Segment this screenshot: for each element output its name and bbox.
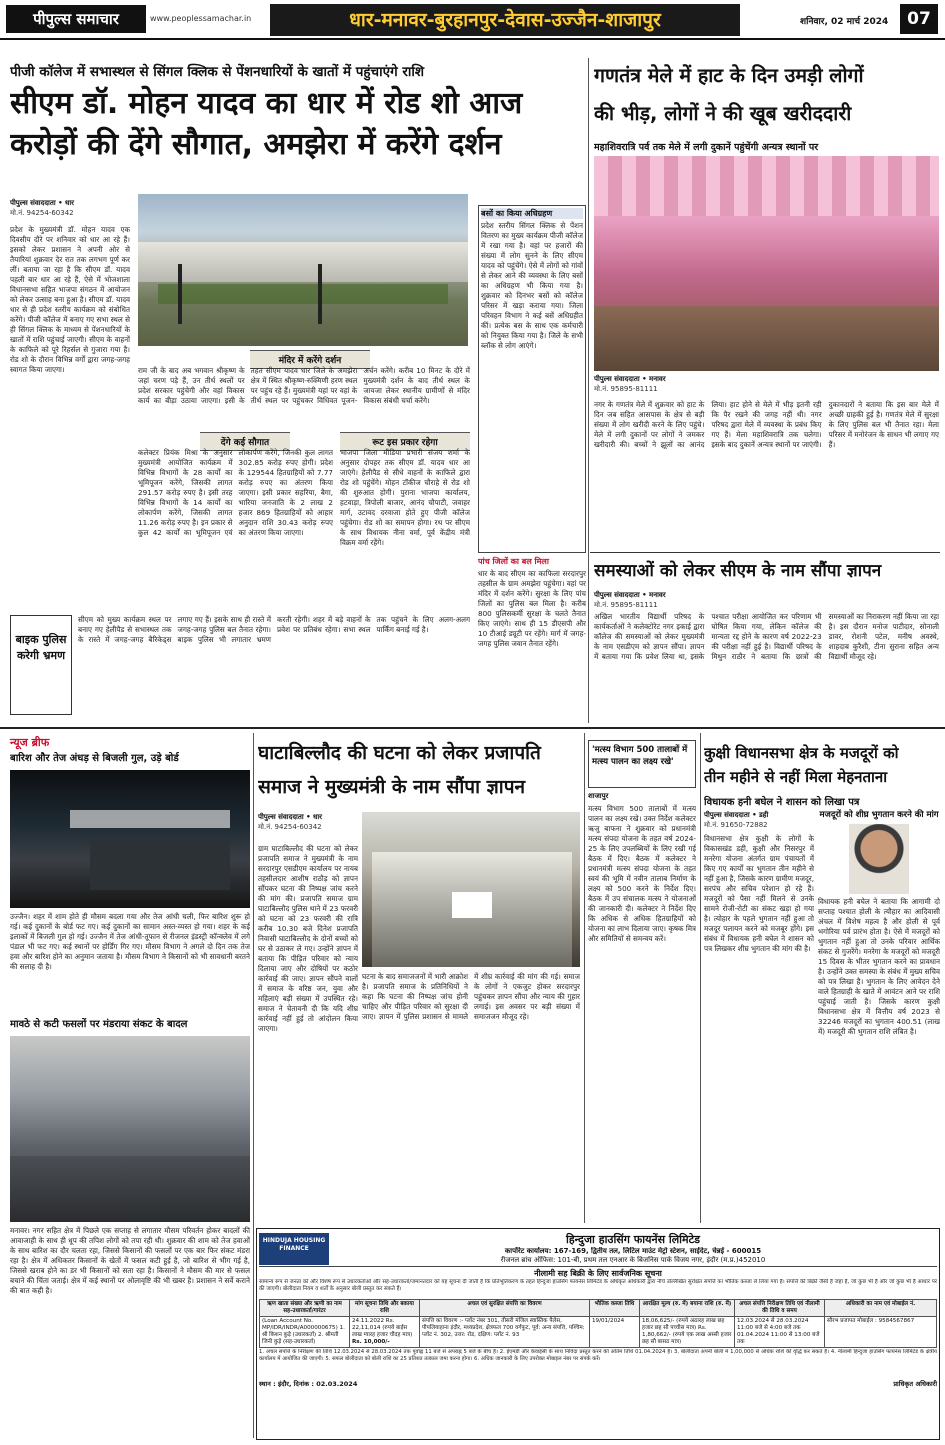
brief-text: उज्जैन। शहर में शाम होते ही मौसम बदला गया और तेज आंधी चली, फिर बारिश शुरू हो गई। कई दुकानों के बोर्ड फट गए। कई दुकानों का सामान अस्त-व्यस्त हो गया। शहर के कई इलाकों में बिजली गुल हो गई। उज्जैन में तेज आंधी-तूफान से रीजनल इंडस्ट्री कॉन्क्लेव में लगे पंडाल भी फट गए। कई स्थानों पर होर्डिंग गिर गए। मौसम विभाग ने अगले दो दिन तक तेज हवा और बारिश होने का अनुमान जताया है। मौसम विभाग ने किसानों को भी सावधानी बरतने की सलाह दी है।	[10, 912, 250, 971]
gifts-title: देंगे कई सौगात	[200, 432, 290, 451]
notice-col-3: भौतिक कब्जा तिथि	[590, 1300, 640, 1317]
hinduja-logo: HINDUJA HOUSING FINANCE	[259, 1233, 329, 1265]
jnapan-text: अखिल भारतीय विद्यार्थी परिषद के कार्यकर्ताओं ने कलेक्टोरेट नगर इकाई द्वारा कॉलेज की समस्याओं को लेकर मुख्यमंत्री के नाम एसडीएम को ज्ञापन सौंपा। ज्ञापन में बताया गया कि प्रवेश लिया था, इसके पश्चात परीक्षा आयोजित कर परिणाम भी घोषित किया गया, लेकिन कॉलेज की मान्यता रद्द होने के कारण वर्ष 2022-23 की परीक्षा नहीं हुई है। विद्यार्थी परिषद के मिथुन राठौर ने बताया कि छात्रों की समस्याओं का निराकरण नहीं किया जा रहा है। इस दौरान मनोज पाटीदार, सोनाली डावर, रोशनी पटेल, मनीष अवस्थे, शाहदाब कुरैशी, टीना सुराना सहित अन्य विद्यार्थी मौजूद रहे।	[594, 612, 939, 661]
jnapan-headline: समस्याओं को लेकर सीएम के नाम सौंपा ज्ञापन	[594, 561, 882, 581]
lead-box-text: प्रदेश स्तरीय सिंगल क्लिक से पेंशन वितरण का मुख्य कार्यक्रम पीजी कॉलेज में रखा गया है। वहां पर हजारों की संख्या में लोग सुनने के लिए सीएम यादव को पहुंचेंगे। ऐसे में लोगों को गांवों से लेकर आने की व्यवस्था के लिए बसों का अधिग्रहण भी किया गया है। शुक्रवार को दिनभर बसों को कॉलेज परिसर में खड़ा कराया गया। जिला परिवहन विभाग ने कई बसें अधिग्रहीत कीं। प्रत्येक बस के साथ एक कर्मचारी को नियुक्त किया गया है। जिले के सभी ब्लॉक से लोग आएंगे।	[481, 221, 583, 350]
notice-company: हिन्दुजा हाउसिंग फायनेंस लिमिटेड	[565, 1233, 701, 1246]
panch-text: धार के बाद सीएम का काफिला सरदारपुर तहसील के ग्राम अमझेरा पहुंचेगा। वहां पर मंदिर में दर्शन करेंगे। सुरक्षा के लिए पांच जिलों का पुलिस बल मिला है। करीब 800 पुलिसकर्मी सुरक्षा के चलते तैनात किए जाएंगे। साथ ही 15 डीएसपी और 10 टीआई ड्यूटी पर रहेंगे। मार्ग में जगह-जगह पुलिस जवान तैनात रहेंगे।	[478, 569, 586, 648]
masthead	[0, 0, 945, 40]
mela-text: नगर के गणतंत्र मेले में शुक्रवार को हाट के दिन जब सहित आसपास के क्षेत्र से बड़ी संख्या में लोग खरीदी करने के लिए पहुंचे। मेले में लगी दुकानों पर लोगों ने जमकर खरीदारी की। बच्चों ने झूलों का आनंद लिया। हाट होने से मेले में भीड़ इतनी रही कि पैर रखने की जगह नहीं थी। नगर परिषद द्वारा मेले में व्यवस्था के प्रबंध किए गए हैं। मेला महाशिवरात्रि तक चलेगा। इसके बाद दुकानें अन्यत्र स्थानों पर जाएंगी। दुकानदारों ने बताया कि इस बार मेले में अच्छी ग्राहकी हुई है। गणतंत्र मेले में सुरक्षा के लिए पुलिस बल भी तैनात रहा। मेला परिसर में मनोरंजन के साधन भी लगाए गए हैं।	[594, 400, 939, 449]
ghata-text: ग्राम घाटाबिल्लौद की घटना को लेकर प्रजापति समाज ने मुख्यमंत्री के नाम सरदारपुर एसडीएम कार्यालय पर नायब तहसीलदार आशीष राठौड़ को ज्ञापन सौंपकर घटना की निष्पक्ष जांच करने की मांग की। प्रजापति समाज ग्राम घाटाबिल्लौद पुलिस थाने में 23 फरवरी को घटना को 23 फरवरी की रात्रि करीब 10.30 बजे दिनेश प्रजापति निवासी घाटाबिल्लौद के दोनों बच्चों को घर से उठाकर ले गए। उन्होंने ज्ञापन में बताया कि पीड़ित परिवार को न्याय दिलाया जाए और दोषियों पर कठोर कार्रवाई की जाए। ज्ञापन सौंपने वालों में समाज के वरिष्ठ जन, युवा और महिलाएं बड़ी संख्या में उपस्थित रहे। समाज ने चेतावनी दी कि यदि शीघ्र कार्रवाई नहीं हुई तो आंदोलन किया जाएगा।	[258, 844, 358, 1033]
notice-title: नीलामी सह बिक्री के लिए सार्वजनिक सूचना	[534, 1269, 662, 1278]
notice-demand-cell: 24.11.2022 Rs. 22,11,014 (रुपये बाईस लाख ग्यारह हजार चौदह मात्र) Rs. 10,000/-	[350, 1317, 420, 1348]
lead-headline-2: करोड़ों की देंगे सौगात, अमझेरा में करेंगे दर्शन	[10, 127, 502, 162]
notice-col-4: आरक्षित मूल्य (रु. में) बयाना राशि (रु. में)	[640, 1300, 735, 1317]
lead-headline-1: सीएम डॉ. मोहन यादव का धार में रोड शो आज	[10, 86, 523, 121]
lead-box-title: बसों का किया अधिग्रहण	[481, 208, 583, 219]
notice-inspection-cell: 12.03.2024 से 28.03.2024 11:00 बजे से 4:00 बजे तक 01.04.2024 11:00 से 13:00 बजे तक	[735, 1317, 825, 1348]
ghata-photo	[362, 812, 580, 967]
brief-photo-storm	[10, 770, 250, 908]
ghata-headline-2: समाज ने मुख्यमंत्री के नाम सौंपा ज्ञापन	[258, 776, 526, 798]
route-title: रूट इस प्रकार रहेगा	[340, 432, 470, 451]
kukshi-phone: मो.नं. 91650-72882	[704, 821, 768, 829]
notice-loan-cell: (Loan Account No. MP/IDR/INDR/A000000675) 1. श्री किशन कुड़े (उधारकर्ता) 2. श्रीमती जिनी कुड़े (सह-उधारकर्ता)	[260, 1317, 350, 1348]
temple-title: मंदिर में करेंगे दर्शन	[250, 350, 370, 369]
notice-corp-office: कार्पोरेट कार्यालय: 167-169, द्वितीय तल, लिटिल माउंट मेट्रो स्टेशन, साईदेट, चेन्नई - 600015	[504, 1247, 762, 1255]
page-number: 07	[900, 4, 938, 34]
kukshi-byline: पीपुल्स संवाददाता • डही	[704, 811, 769, 819]
lead-phone: मो.नं. 94254-60342	[10, 209, 74, 217]
notice-place-date: स्थान : इंदौर, दिनांक : 02.03.2024	[259, 1380, 358, 1388]
notice-possession-cell: 19/01/2024	[590, 1317, 640, 1348]
kukshi-headline-1: कुक्षी विधानसभा क्षेत्र के मजदूरों को	[704, 744, 899, 762]
issue-date: शनिवार, 02 मार्च 2024	[800, 17, 889, 27]
lead-column-1: प्रदेश के मुख्यमंत्री डॉ. मोहन यादव एक दिवसीय दौरे पर शनिवार को धार आ रहे हैं। इसको लेकर प्रशासन ने अपनी ओर से तैयारियां शुक्रवार देर रात तक लगभग पूर्ण कर लीं। बताया जा रहा है कि सीएम डॉ. यादव पहली बार धार आ रहे हैं, ऐसे में भोजशाला विधानसभा सहित भाजपा संगठन में आयोजन को लेकर उत्साह बना हुआ है। सीएम डॉ. यादव धार से ही प्रदेश स्तरीय कार्यक्रम को संबोधित करेंगे। पीजी कॉलेज में बनाए गए सभा स्थल से ही सिंगल क्लिक के माध्यम से पेंशनधारियों के खातों में राशि पहुंचाई जाएगी। सीएम के वाहनों के काफिले को पूरे रिहर्सल से गुजारा गया है। रोड शो के दौरान विभिन्न वर्गों द्वारा जगह-जगह स्वागत किया जाएगा।	[10, 225, 130, 374]
bike-police-box: बाइक पुलिस करेगी भ्रमण	[10, 615, 72, 715]
masthead-logo: पीपुल्स समाचार	[6, 5, 146, 33]
mela-headline-2: की भीड़, लोगों ने की खूब खरीददारी	[594, 102, 852, 125]
jnapan-phone: मो.नं. 95895-81111	[594, 601, 658, 609]
site-url[interactable]: www.peoplessamachar.in	[150, 14, 252, 23]
kukshi-text: विधानसभा क्षेत्र कुक्षी के लोगों के विकासखंड डही, कुक्षी और निसरपुर में मनरेगा योजना अंतर्गत ग्राम पंचायतों में किए गए कार्यों का भुगतान तीन महीने से नहीं हुआ है, जिसके कारण ग्रामीण मजदूर, सरपंच और सचिव परेशान हो रहे हैं। मजदूरों को पैसा नहीं मिलने से उनके सामने रोजी-रोटी का संकट खड़ा हो गया है। त्योहार के पहले भुगतान नहीं हुआ तो मजदूर पलायन करने को मजबूर होंगे। इस संबंध में विधायक हनी बघेल ने शासन को पत्र लिखकर शीघ्र भुगतान की मांग की है।	[704, 834, 814, 953]
lead-box-buses	[478, 205, 586, 553]
news-brief-label: न्यूज ब्रीफ	[10, 736, 50, 749]
kukshi-box	[818, 810, 940, 1224]
kukshi-mla-photo	[849, 824, 909, 894]
notice-officer-cell: सौरभ प्रजापत मोबाईल : 9584567867	[825, 1317, 937, 1348]
jnapan-byline: पीपुल्स संवाददाता • मनावर	[594, 591, 666, 599]
ghata-phone: मो.नं. 94254-60342	[258, 823, 322, 831]
bike-police-text: सीएम को मुख्य कार्यक्रम स्थल पर बनाए गए हेलीपैड से सभास्थल तक के रास्ते में जगह-जगह बैरिकेड्स लगाए गए हैं। इसके साथ ही रास्ते में जगह-जगह पुलिस बल तैनात रहेगा। बाइक पुलिस भी लगातार भ्रमण करती रहेगी। शहर में बड़े वाहनों के प्रवेश पर प्रतिबंध रहेगा। सभा स्थल तक पहुंचने के लिए अलग-अलग पार्किंग बनाई गई है।	[78, 615, 470, 644]
kukshi-box-title: मजदूरों को शीघ्र भुगतान करने की मांग	[819, 810, 939, 820]
mela-headline-1: गणतंत्र मेले में हाट के दिन उमड़ी लोगों	[594, 64, 864, 87]
edition-banner: धार-मनावर-बुरहानपुर-देवास-उज्जैन-शाजापुर	[270, 4, 740, 36]
brief-title: बारिश और तेज अंधड़ से बिजली गुल, उड़े बोर्ड	[10, 753, 179, 764]
notice-col-1: मांग सूचना तिथि और बकाया राशि	[350, 1300, 420, 1317]
panch-box	[478, 556, 586, 724]
mela-phone: मो.नं. 95895-81111	[594, 385, 658, 393]
notice-col-2: अचल एवं सुरक्षित संपत्ति का विवरण	[420, 1300, 590, 1317]
notice-col-0: ऋण खाता संख्या और ऋणी का नाम सह-उधारकर्ता/गारंटर	[260, 1300, 350, 1317]
brief-photo-rain	[10, 1036, 250, 1222]
notice-col-5: अचल संपत्ति निरीक्षण तिथि एवं नीलामी की तिथि व समय	[735, 1300, 825, 1317]
kukshi-headline-2: तीन महीने से नहीं मिला मेहनताना	[704, 768, 888, 786]
lead-kicker: पीजी कॉलेज में सभास्थल से सिंगल क्लिक से पेंशनधारियों के खातों में पहुंचाएंगे राशि	[10, 64, 425, 80]
notice-col-6: अधिकारी का नाम एवं मोबाईल नं.	[825, 1300, 937, 1317]
mela-photo	[594, 156, 939, 371]
notice-regional-office: रीजनल ब्रांच ऑफिस: 101-बी, प्रथम तल एनआर के बिजनिस पार्क विजय नगर, इंदौर (म.प्र.)452010	[500, 1256, 766, 1264]
ghata-headline-1: घाटाबिल्लौद की घटना को लेकर प्रजापति	[258, 742, 541, 764]
brief-title-2: मावठे से कटी फसलों पर मंडराया संकट के बादल	[10, 1019, 188, 1030]
panch-title: पांच जिलों का बल मिला	[478, 557, 549, 566]
notice-terms: 1. अचल संपत्ति के निरीक्षण की तिथि 12.03.2024 से 28.03.2024 तक पूर्वाह्न 11 बजे से अपराह्न 5 बजे के बीच है। 2. ईएमडी और केवाईसी के साथ निविदा प्रस्तुत करने की अंतिम तिथि 01.04.2024 है। 3. बोलीदाता अपनी बोली में 1,00,000 से अधिक राशि की वृद्धि कर सकते हैं। 4. नीलामी हिन्दुजा हाउसिंग फायनेंस लिमिटेड के क्षेत्रीय कार्यालय में आयोजित की जाएगी। 5. सफल बोलीदाता को बोली राशि का 25 प्रतिशत तत्काल जमा करना होगा। 6. अधिक जानकारी के लिए उपरोक्त मोबाइल नंबर पर संपर्क करें।	[259, 1349, 937, 1362]
ghata-byline: पीपुल्स संवाददाता • धार	[258, 813, 322, 821]
notice-intro: सामान्य रूप से जनता को और विशेष रूप से उधारकर्ताओं और सह-उधारकर्ता/जमानतदार को यह सूचना दी जाती है कि प्रतिभूतिकरण के तहत हिन्दुजा हाउसिंग फायनेंस लिमिटेड के अधिकृत अधिकारी द्वारा नीचे उल्लिखित सुरक्षित संपत्ति का भौतिक कब्जा ले लिया गया है। संपत्ति की बिक्री जैसी है जहां है, जो कुछ भी है और जो कुछ भी है आधार पर की जाएगी। बोलीदाता नियम व शर्तों के अनुसार बोली प्रस्तुत कर सकते हैं।	[259, 1279, 937, 1292]
kukshi-box-text: विधायक हनी बघेल ने बताया कि आगामी दो सप्ताह पश्चात होली के त्यौहार का आदिवासी अंचल में विशेष महत्व है और होली से पूर्व भगोरिया पर्व प्रारंभ होता है। ऐसे में मजदूरों को भुगतान नहीं हुआ तो उनके परिवार आर्थिक संकट से गुजरेंगे। मनरेगा के मजदूरों को मजदूरी 15 दिवस के भीतर भुगतान करने का प्रावधान है। उन्होंने उक्त समस्या के संबंध में मुख्य सचिव को पत्र लिखा है। भुगतान के लिए आवेदन देने वाले हितग्राही के खाते में आवंटन आने पर राशि पहुंचाई जाती है। जिसके कारण कुक्षी विधानसभा क्षेत्र में वित्तीय वर्ष 2023 से 32246 मजदूरों का भुगतान 400.51 (लाख में) मजदूरी की भुगतान राशि लंबित है।	[818, 897, 940, 1036]
matsya-place: शाजापुर	[588, 792, 609, 800]
matsya-text: मत्स्य विभाग 500 तालाबों में मत्स्य पालन का लक्ष्य रखे। उक्त निर्देश कलेक्टर ऋजु बाफना ने शुक्रवार को प्रधानमंत्री मत्स्य संपदा योजना के तहत वर्ष 2024-25 के लिए उपलब्धियों के लिए रखी गई बैठक में दिए। बैठक में कलेक्टर ने प्रधानमंत्री मत्स्य संपदा योजना के तहत स्वयं की भूमि में नवीन तालाब निर्माण के लक्ष्य को 500 करने के निर्देश दिए। बैठक में उप संचालक मत्स्य ने योजनाओं की जानकारी दी। कलेक्टर ने निर्देश दिए कि अधिक से अधिक हितग्राहियों को योजना का लाभ दिलाया जाए। कृषक मित्र और समितियों से समन्वय करें।	[588, 804, 696, 943]
notice-table	[259, 1299, 937, 1348]
notice-reserve-cell: 18,06,625/- (रुपये अठारह लाख छह हजार छह सौ पच्चीस मात्र) Rs. 1,80,662/- (रुपये एक लाख अस्सी हजार छह सौ बासठ मात्र)	[640, 1317, 735, 1348]
lead-byline: पीपुल्स संवाददाता • धार	[10, 199, 74, 207]
lead-photo-venue	[138, 194, 468, 346]
kukshi-subhead: विधायक हनी बघेल ने शासन को लिखा पत्र	[704, 797, 860, 808]
mela-byline: पीपुल्स संवाददाता • मनावर	[594, 375, 666, 383]
notice-signatory: प्राधिकृत अधिकारी	[893, 1380, 937, 1388]
matsya-box: 'मत्स्य विभाग 500 तालाबों में मत्स्य पालन का लक्ष्य रखे'	[588, 740, 696, 788]
notice-property-cell: संपत्ति का विवरण :- प्लॉट नंबर 301, तीसरी मंजिल स्वास्तिक पैलेस, पीपलियाहाना इंदौर, मध्यप्रदेश, क्षेत्रफल 700 वर्गफुट, पूर्व: अन्य संपत्ति, पश्चिम: प्लॉट नं. 302, उत्तर: रोड, दक्षिण: प्लॉट नं. 93	[420, 1317, 590, 1348]
gifts-text: कलेक्टर प्रियंक मिश्रा के अनुसार मुख्यमंत्री आयोजित कार्यक्रम में विभिन्न विभागों के 28 कार्यों का भूमिपूजन करेंगे, जिसकी लागत 291.57 करोड़ रुपए है। इसी तरह विभिन्न विभागों के 14 कार्यों का लोकार्पण करेंगे, जिसकी लागत 11.26 करोड़ रुपए है। इन प्रकार से कुल 42 कार्यों का भूमिपूजन एवं लोकार्पण करेंगे, जिनकी कुल लागत 302.85 करोड़ रुपए होगी। प्रदेश के 129544 हितग्राहियों को 7.77 करोड़ रुपए का अंतरण किया जाएगा। इसी प्रकार सहरिया, बैगा, भारिया जनजाति के 2 लाख 2 हजार 869 हितग्राहियों को आहार अनुदान राशि 30.43 करोड़ रुपए का अंतरण किया जाएगा।	[138, 448, 333, 537]
brief-text-2: मनावर। नगर सहित क्षेत्र में पिछले एक सप्ताह से लगातार मौसम परिवर्तन होकर बादलों की आवाजाही के साथ ही धूप की तपिश लोगों को तपा रही थी। शुक्रवार की शाम को तेज हवाओं के साथ बारिश का दौर चलता रहा, जिससे किसानों की फसलों पर एक बार फिर संकट मंडरा रहा है। क्षेत्र में अधिकतर किसानों के खेतों में फसल कटी हुई है, जो बारिश से भीग गई है, जिससे खराब होने का डर भी किसानों को सता रहा है। किसानों ने मौसम की मार से फसल बचाने की चिंता जताई। क्षेत्र में कई स्थानों पर ओलावृष्टि की भी खबर है। प्रशासन ने सर्वे कराने की बात कही है।	[10, 1226, 250, 1295]
ghata-text-cont: घटना के बाद समाजजनों में भारी आक्रोश है। प्रजापति समाज के प्रतिनिधियों ने कहा कि घटना की निष्पक्ष जांच होनी चाहिए और पीड़ित परिवार को सुरक्षा दी जाए। ज्ञापन में पुलिस प्रशासन से मामले में शीघ्र कार्रवाई की मांग की गई। समाज के लोगों ने एकजुट होकर सरदारपुर पहुंचकर ज्ञापन सौंपा और न्याय की गुहार लगाई। इस अवसर पर बड़ी संख्या में समाजजन मौजूद रहे।	[362, 972, 580, 1021]
mela-subhead: महाशिवरात्रि पर्व तक मेले में लगी दुकानें पहुंचेंगी अन्यत्र स्थानों पर	[594, 142, 819, 153]
route-text: भाजपा जिला मीडिया प्रभारी संजय शर्मा के अनुसार दोपहर तक सीएम डॉ. यादव धार आ जाएंगे। हेलीपैड से सीधे वाहनों के काफिले द्वारा रोड शो पहुंचेंगे। मोहन टॉकीज चौराहे से रोड शो की शुरुआत होगी। पुराना भाजपा कार्यालय, हटवाड़ा, त्रिपोली बाजार, आनंद चौपाटी, जवाहर मार्ग, उटावद दरवाजा होते हुए पीजी कॉलेज पहुंचेगा। रोड शो का समापन होगा। रथ पर सीएम के साथ विधायक नीना वर्मा, पूर्व केंद्रीय मंत्री विक्रम वर्मा रहेंगे।	[340, 448, 470, 547]
temple-text: राम जी के बाद अब भगवान श्रीकृष्ण के जहां चरण पड़े हैं, उन तीर्थ स्थलों पर प्रदेश सरकार पहुंचेगी और वहां विकास कार्य का बीड़ा उठाया जाएगा। इसी के तहत सीएम यादव धार जिले के अमझेरा क्षेत्र में स्थित श्रीकृष्ण-रुक्मिणी हरण स्थल पर पहुंच रहे हैं। मुख्यमंत्री यहां पर वहां के तीर्थ स्थल पर पहुंचकर विधिवत पूजन-अर्चन करेंगे। करीब 10 मिनट के दौरे में मुख्यमंत्री दर्शन के बाद तीर्थ स्थल के जायजा लेकर स्थानीय ग्रामीणों से मंदिर विकास संबंधी चर्चा करेंगे।	[138, 366, 470, 405]
auction-notice	[256, 1228, 940, 1440]
